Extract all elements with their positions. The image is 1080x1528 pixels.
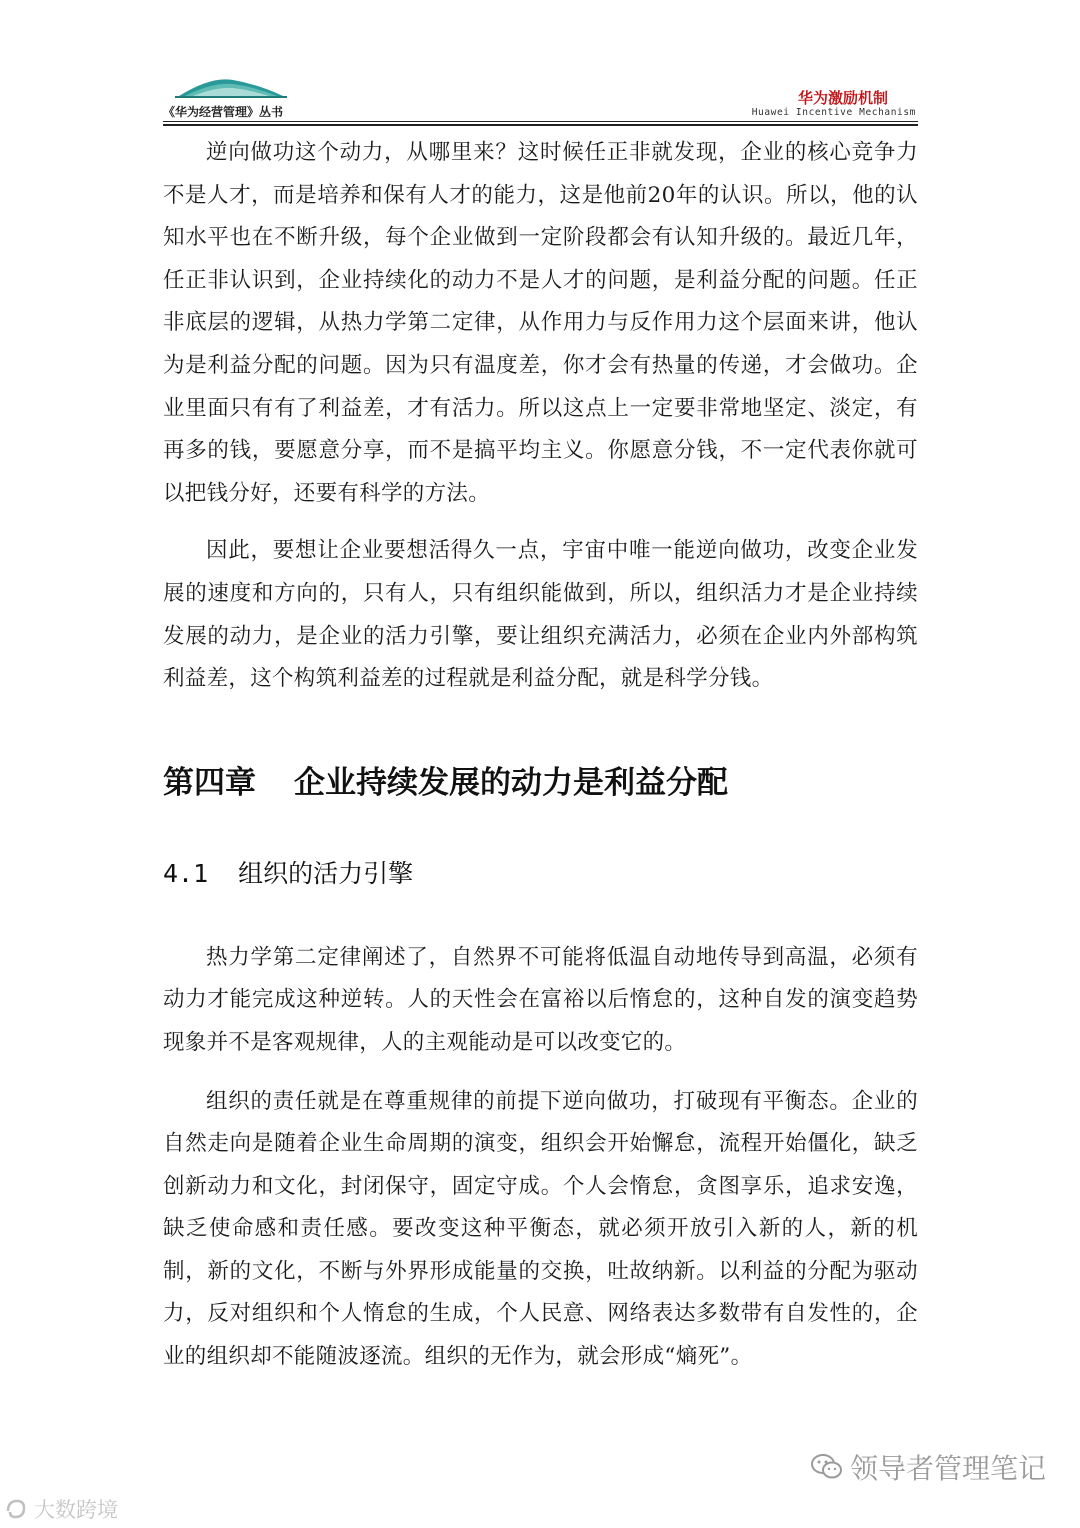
watermark-right [810, 1445, 1046, 1489]
watermark-left-text: 大数跨境 [34, 1498, 118, 1522]
chapter-number: 第四章 [163, 764, 256, 801]
header-divider [163, 121, 918, 122]
mountain-logo-icon [171, 74, 291, 104]
section-heading [163, 849, 918, 899]
chapter-title: 企业持续发展的动力是利益分配 [294, 764, 728, 801]
header-divider-thick [163, 124, 918, 126]
series-label: 《华为经营管理》丛书 [163, 105, 284, 119]
brand-swirl-icon [4, 1497, 28, 1521]
section-number: 4.1 [163, 858, 209, 888]
section-title: 组织的活力引擎 [238, 858, 414, 888]
paragraph: 组织的责任就是在尊重规律的前提下逆向做功，打破现有平衡态。企业的自然走向是随着企业生命周期的演变，组织会开始懈怠，流程开始僵化，缺乏创新动力和文化，封闭保守，固定守成。个人会惰怠，贪图享乐，追求安逸，缺乏使命感和责任感。要改变这种平衡态，就必须开放引入新的人，新的机制，新的文化，不断与外界形成能量的交换，吐故纳新。以利益的分配为驱动力，反对组织和个人惰怠的生成，个人民意、网络表达多数带有自发性的，企业的组织却不能随波逐流。组织的无作为，就会形成“熵死”。 [163, 1088, 918, 1370]
paragraph: 逆向做功这个动力，从哪里来？这时候任正非就发现，企业的核心竞争力不是人才，而是培养和保有人才的能力，这是他前20年的认识。所以，他的认知水平也在不断升级，每个企业做到一定阶段都会有认知升级的。最近几年，任正非认识到，企业持续化的动力不是人才的问题，是利益分配的问题。任正非底层的逻辑，从热力学第二定律，从作用力与反作用力这个层面来讲，他认为是利益分配的问题。因为只有温度差，你才会有热量的传递，才会做功。企业里面只有有了利益差，才有活力。所以这点上一定要非常地坚定、淡定，有再多的钱，要愿意分享，而不是搞平均主义。你愿意分钱，不一定代表你就可以把钱分好，还要有科学的方法。 [163, 140, 918, 506]
page-header [163, 74, 918, 126]
page-body [163, 132, 918, 1379]
watermark-right-text: 领导者管理笔记 [849, 1452, 1046, 1485]
wechat-icon [810, 1452, 844, 1482]
paragraph: 因此，要想让企业要想活得久一点，宇宙中唯一能逆向做功，改变企业发展的速度和方向的，只有人，只有组织能做到，所以，组织活力才是企业持续发展的动力，是企业的活力引擎，要让组织充满活力，必须在企业内外部构筑利益差，这个构筑利益差的过程就是利益分配，就是科学分钱。 [163, 538, 918, 692]
paragraph: 热力学第二定律阐述了，自然界不可能将低温自动地传导到高温，必须有动力才能完成这种逆转。人的天性会在富裕以后惰怠的，这种自发的演变趋势现象并不是客观规律，人的主观能动是可以改变它的。 [163, 944, 918, 1055]
book-subtitle: Huawei Incentive Mechanism [751, 107, 916, 118]
book-title: 华为激励机制 [797, 89, 888, 107]
watermark-left [4, 1494, 118, 1524]
chapter-heading [163, 753, 918, 813]
